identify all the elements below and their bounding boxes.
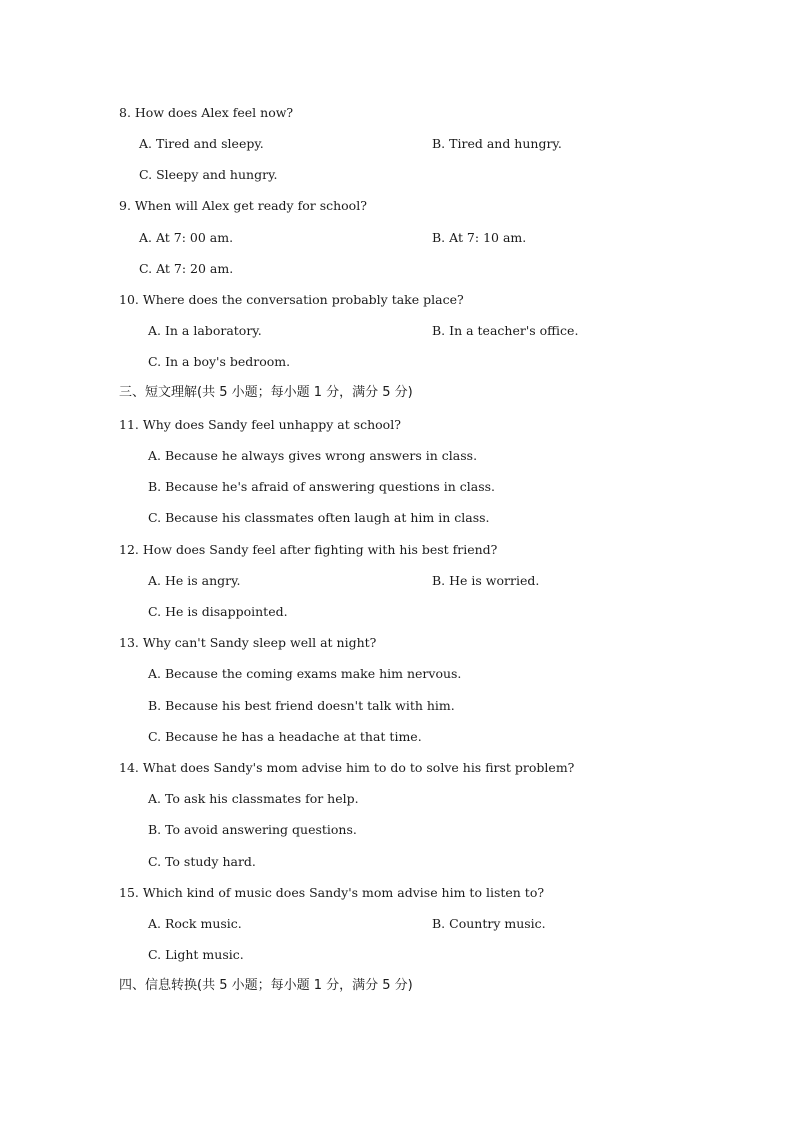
question-15-stem: 15. Which kind of music does Sandy's mom advise him to listen to? — [119, 885, 545, 900]
question-12-stem: 12. How does Sandy feel after fighting with his best friend? — [119, 542, 498, 557]
question-10-option-c: C. In a boy's bedroom. — [148, 354, 291, 369]
question-13-option-a: A. Because the coming exams make him nervous. — [148, 666, 462, 681]
question-12-option-a: A. He is angry. — [148, 573, 241, 588]
question-13-option-c: C. Because he has a headache at that time. — [148, 729, 422, 744]
question-14-stem: 14. What does Sandy's mom advise him to do to solve his first problem? — [119, 760, 575, 775]
question-8-option-a: A. Tired and sleepy. — [139, 136, 264, 151]
question-13-stem: 13. Why can't Sandy sleep well at night? — [119, 635, 377, 650]
question-12-option-c: C. He is disappointed. — [148, 604, 288, 619]
question-8-option-c: C. Sleepy and hungry. — [139, 167, 278, 182]
question-9-option-a: A. At 7: 00 am. — [139, 230, 234, 245]
section-3-heading: 三、短文理解(共 5 小题；每小题 1 分，满分 5 分) — [119, 385, 413, 400]
question-8-option-b: B. Tired and hungry. — [432, 136, 562, 151]
question-10-option-b: B. In a teacher's office. — [432, 323, 579, 338]
question-15-option-b: B. Country music. — [432, 916, 546, 931]
question-11-option-c: C. Because his classmates often laugh at him in class. — [148, 510, 490, 525]
question-11-option-b: B. Because he's afraid of answering questions in class. — [148, 479, 496, 494]
question-9-stem: 9. When will Alex get ready for school? — [119, 198, 367, 213]
question-15-option-a: A. Rock music. — [148, 916, 242, 931]
question-11-option-a: A. Because he always gives wrong answers in class. — [148, 448, 478, 463]
question-14-option-b: B. To avoid answering questions. — [148, 822, 357, 837]
question-12-option-b: B. He is worried. — [432, 573, 540, 588]
question-10-stem: 10. Where does the conversation probably take place? — [119, 292, 464, 307]
question-9-option-b: B. At 7: 10 am. — [432, 230, 527, 245]
question-9-option-c: C. At 7: 20 am. — [139, 261, 234, 276]
question-14-option-c: C. To study hard. — [148, 854, 256, 869]
question-14-option-a: A. To ask his classmates for help. — [148, 791, 359, 806]
question-13-option-b: B. Because his best friend doesn't talk with him. — [148, 698, 455, 713]
question-10-option-a: A. In a laboratory. — [148, 323, 262, 338]
question-15-option-c: C. Light music. — [148, 947, 244, 962]
section-4-heading: 四、信息转换(共 5 小题；每小题 1 分，满分 5 分) — [119, 978, 413, 993]
question-11-stem: 11. Why does Sandy feel unhappy at school? — [119, 417, 401, 432]
question-8-stem: 8. How does Alex feel now? — [119, 105, 294, 120]
